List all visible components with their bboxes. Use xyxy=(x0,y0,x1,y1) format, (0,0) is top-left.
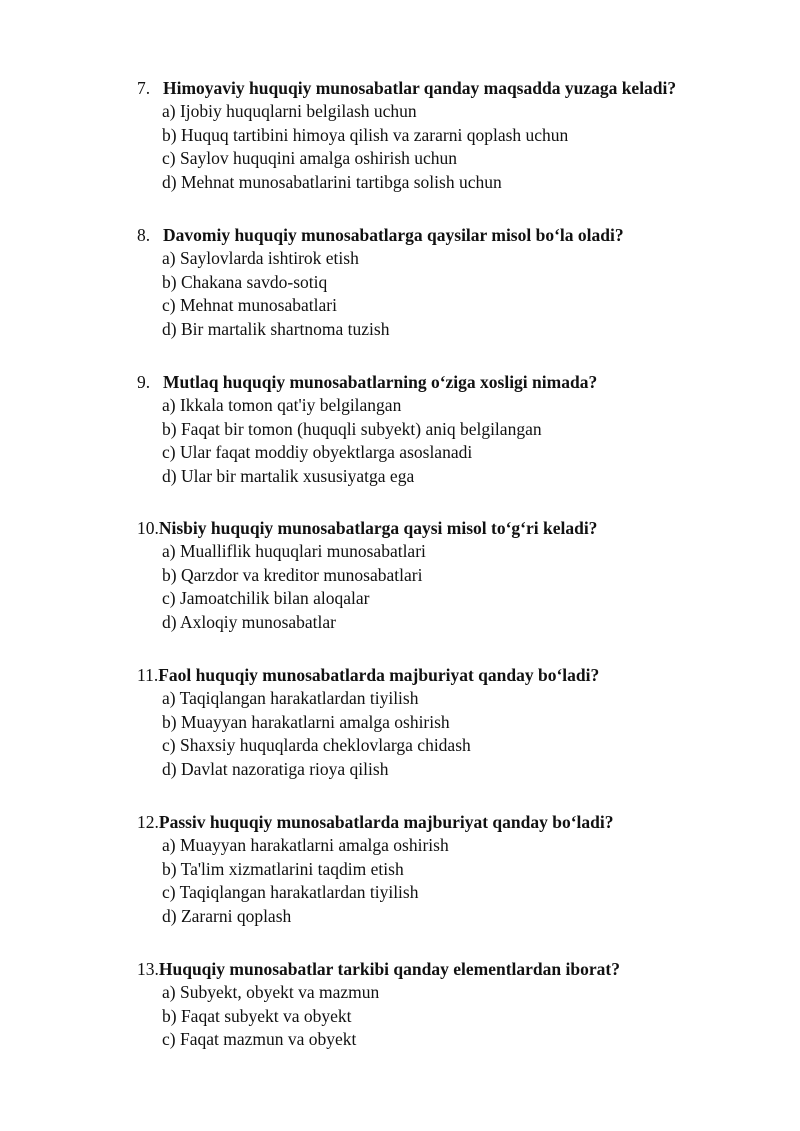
option-c: c) Mehnat munosabatlari xyxy=(162,295,337,315)
option-b: b) Faqat bir tomon (huquqli subyekt) aniq belgilangan xyxy=(162,418,542,439)
question-text: Huquqiy munosabatlar tarkibi qanday elementlardan iborat? xyxy=(158,959,620,979)
option-b: b) Ta'lim xizmatlarini taqdim etish xyxy=(162,858,404,879)
option-c: c) Faqat mazmun va obyekt xyxy=(162,1029,357,1049)
option-c: c) Ular faqat moddiy obyektlarga asoslanadi xyxy=(162,442,473,462)
option-c: c) Jamoatchilik bilan aloqalar xyxy=(162,588,370,608)
question-11 xyxy=(137,663,757,781)
question-header xyxy=(137,76,757,100)
question-number: 11. xyxy=(137,665,159,685)
question-number: 12. xyxy=(137,812,159,832)
question-number: 9. xyxy=(137,372,151,392)
option-a: a) Mualliflik huquqlari munosabatlari xyxy=(162,541,426,561)
option-c: c) Shaxsiy huquqlarda cheklovlarga chidash xyxy=(162,735,471,755)
option-d: d) Mehnat munosabatlarini tartibga solish uchun xyxy=(162,171,502,192)
question-12 xyxy=(137,810,757,928)
question-13 xyxy=(137,957,757,1052)
question-number: 10. xyxy=(137,518,159,538)
question-number: 13. xyxy=(137,959,159,979)
option-c: c) Taqiqlangan harakatlardan tiyilish xyxy=(162,882,419,902)
option-d: d) Zararni qoplash xyxy=(162,905,292,926)
option-b: b) Muayyan harakatlarni amalga oshirish xyxy=(162,711,450,732)
option-a: a) Saylovlarda ishtirok etish xyxy=(162,248,359,268)
option-a: a) Subyekt, obyekt va mazmun xyxy=(162,982,380,1002)
option-a: a) Taqiqlangan harakatlardan tiyilish xyxy=(162,688,419,708)
question-10 xyxy=(137,516,757,634)
question-7 xyxy=(137,76,757,194)
option-d: d) Ular bir martalik xususiyatga ega xyxy=(162,465,415,486)
option-d: d) Axloqiy munosabatlar xyxy=(162,611,337,632)
option-a: a) Muayyan harakatlarni amalga oshirish xyxy=(162,835,449,855)
question-header xyxy=(137,810,757,834)
question-text: Mutlaq huquqiy munosabatlarning o‘ziga xosligi nimada? xyxy=(163,372,598,392)
question-number: 8. xyxy=(137,225,151,245)
question-header xyxy=(137,223,757,247)
option-b: b) Faqat subyekt va obyekt xyxy=(162,1005,352,1026)
option-a: a) Ijobiy huquqlarni belgilash uchun xyxy=(162,101,417,121)
option-d: d) Bir martalik shartnoma tuzish xyxy=(162,318,390,339)
question-text: Himoyaviy huquqiy munosabatlar qanday maqsadda yuzaga keladi? xyxy=(163,78,677,98)
option-d: d) Davlat nazoratiga rioya qilish xyxy=(162,758,389,779)
question-text: Davomiy huquqiy munosabatlarga qaysilar misol bo‘la oladi? xyxy=(163,225,624,245)
question-header xyxy=(137,516,757,540)
option-b: b) Chakana savdo-sotiq xyxy=(162,271,328,292)
question-text: Passiv huquqiy munosabatlarda majburiyat qanday bo‘ladi? xyxy=(158,812,614,832)
question-header xyxy=(137,663,757,687)
question-header xyxy=(137,370,757,394)
question-text: Faol huquqiy munosabatlarda majburiyat qanday bo‘ladi? xyxy=(158,665,600,685)
option-a: a) Ikkala tomon qat'iy belgilangan xyxy=(162,395,402,415)
question-number: 7. xyxy=(137,78,151,98)
question-8 xyxy=(137,223,757,341)
option-b: b) Qarzdor va kreditor munosabatlari xyxy=(162,564,423,585)
option-b: b) Huquq tartibini himoya qilish va zararni qoplash uchun xyxy=(162,124,569,145)
option-c: c) Saylov huquqini amalga oshirish uchun xyxy=(162,148,458,168)
question-header xyxy=(137,957,757,981)
question-9 xyxy=(137,370,757,488)
question-text: Nisbiy huquqiy munosabatlarga qaysi misol to‘g‘ri keladi? xyxy=(158,518,598,538)
